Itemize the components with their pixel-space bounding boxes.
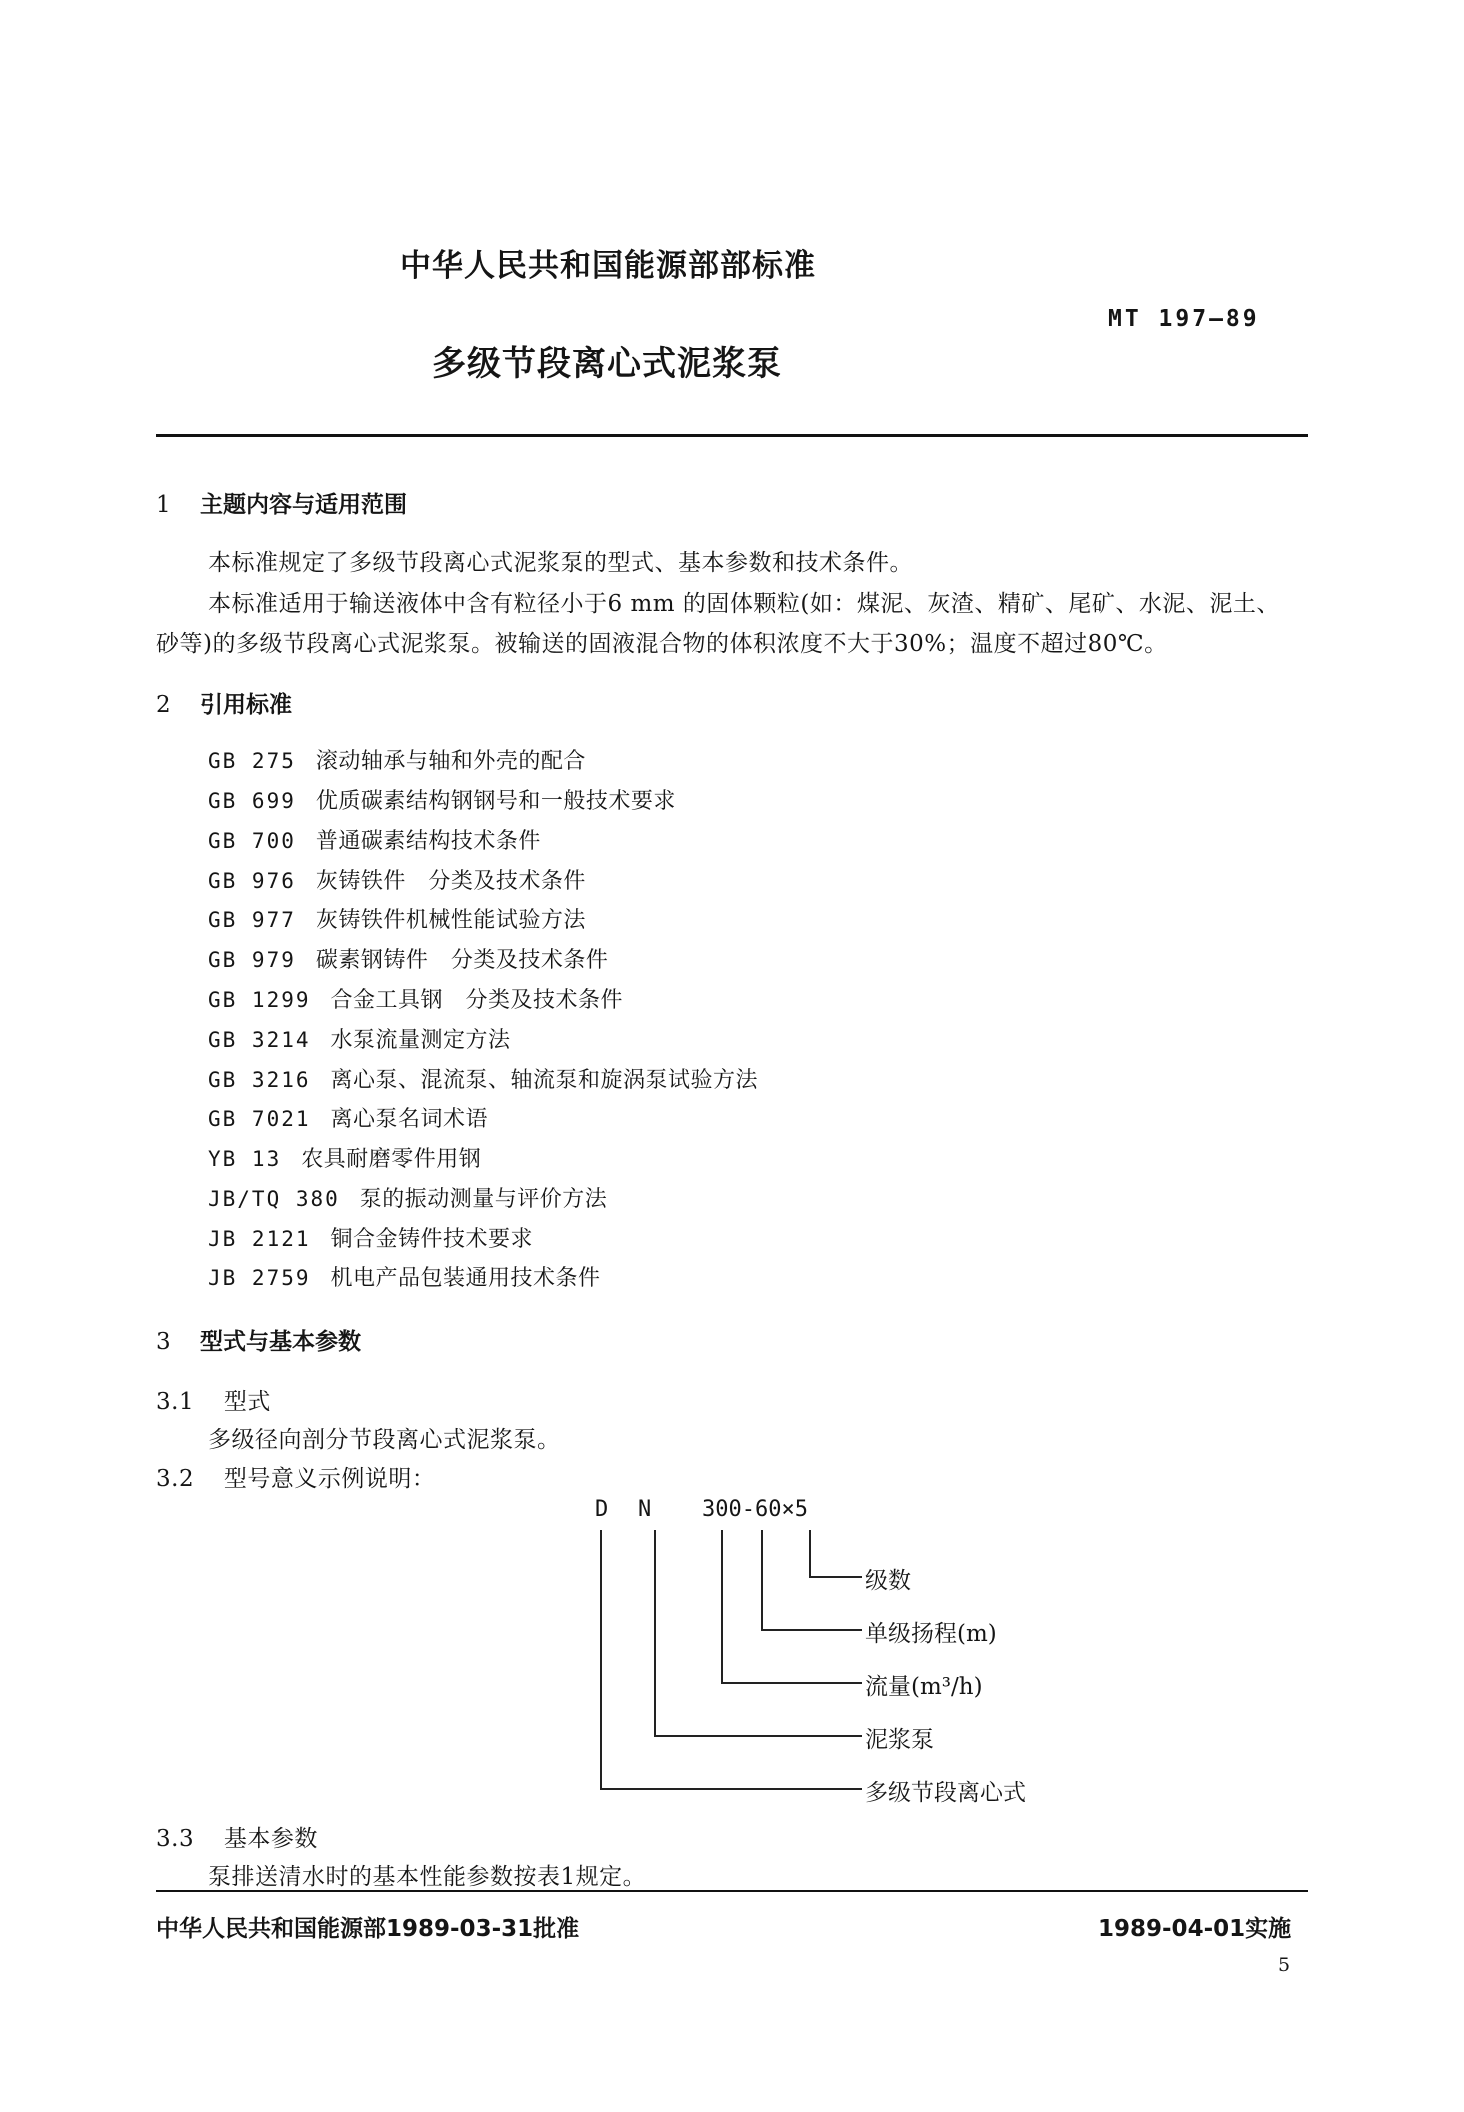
reference-code: GB 7021: [208, 1107, 311, 1131]
reference-title: 农具耐磨零件用钢: [301, 1147, 482, 1172]
label-single-stage-head: 单级扬程(m): [865, 1621, 997, 1647]
reference-title: 离心泵、混流泵、轴流泵和旋涡泵试验方法: [330, 1068, 759, 1093]
reference-title: 灰铸铁件 分类及技术条件: [315, 869, 586, 894]
reference-code: GB 976: [208, 869, 296, 893]
reference-title: 铜合金铸件技术要求: [330, 1227, 534, 1252]
connector-stages: [810, 1530, 862, 1577]
reference-code: GB 700: [208, 829, 296, 853]
effective-date: 1989-04-01实施: [1098, 1916, 1292, 1942]
section-2-title: 引用标准: [199, 692, 292, 718]
reference-code: YB 13: [208, 1147, 282, 1171]
subsection-3-3-text: 泵排送清水时的基本性能参数按表1规定。: [208, 1864, 647, 1890]
label-slurry-pump: 泥浆泵: [865, 1727, 934, 1753]
reference-code: GB 1299: [208, 988, 311, 1012]
subsection-3-1-title: 型式: [223, 1389, 271, 1415]
subsection-3-1-number: 3.1: [156, 1389, 195, 1415]
model-letter-d: D: [595, 1497, 609, 1522]
reference-code: GB 979: [208, 948, 296, 972]
section-1-number: 1: [156, 492, 171, 518]
subsection-3-3-title: 基本参数: [223, 1826, 318, 1852]
reference-title: 泵的振动测量与评价方法: [359, 1187, 608, 1212]
section-1-paragraph-2-line-2: 砂等)的多级节段离心式泥浆泵。被输送的固液混合物的体积浓度不大于30%；温度不超过80℃。: [156, 631, 1168, 657]
section-1-paragraph-2-line-1: 本标准适用于输送液体中含有粒径小于6 mm 的固体颗粒(如：煤泥、灰渣、精矿、尾矿、水泥、泥土、: [208, 591, 1280, 617]
reference-title: 滚动轴承与轴和外壳的配合: [315, 749, 586, 774]
section-2-number: 2: [156, 692, 171, 718]
footer-rule: [156, 1890, 1308, 1892]
connector-slurry: [655, 1530, 862, 1736]
reference-title: 普通碳素结构技术条件: [315, 829, 541, 854]
standard-code: MT 197—89: [1108, 306, 1260, 332]
subsection-3-2-number: 3.2: [156, 1466, 195, 1492]
reference-code: GB 699: [208, 789, 296, 813]
subsection-3-3-heading: [156, 1820, 318, 1853]
model-letter-n: N: [638, 1497, 652, 1522]
connector-flow: [722, 1530, 862, 1683]
label-multistage-segmental-centrifugal: 多级节段离心式: [865, 1780, 1026, 1806]
reference-code: GB 275: [208, 749, 296, 773]
subsection-3-3-number: 3.3: [156, 1826, 195, 1852]
reference-title: 碳素钢铸件 分类及技术条件: [315, 948, 609, 973]
reference-title: 离心泵名词术语: [330, 1107, 489, 1132]
reference-code: GB 977: [208, 908, 296, 932]
connector-multistage: [601, 1530, 862, 1789]
reference-code: JB 2759: [208, 1266, 311, 1290]
section-1-paragraph-1: 本标准规定了多级节段离心式泥浆泵的型式、基本参数和技术条件。: [208, 550, 913, 576]
reference-title: 机电产品包装通用技术条件: [330, 1266, 601, 1291]
approval-line: 中华人民共和国能源部1989-03-31批准: [156, 1916, 580, 1942]
reference-code: JB 2121: [208, 1227, 311, 1251]
subsection-3-2-title: 型号意义示例说明：: [223, 1466, 436, 1492]
reference-title: 合金工具钢 分类及技术条件: [330, 988, 624, 1013]
section-3-title: 型式与基本参数: [199, 1329, 361, 1355]
reference-title: 水泵流量测定方法: [330, 1028, 511, 1053]
reference-title: 优质碳素结构钢钢号和一般技术要求: [315, 789, 676, 814]
reference-code: GB 3216: [208, 1068, 311, 1092]
issuing-authority-title: 中华人民共和国能源部部标准: [400, 248, 816, 284]
subsection-3-1-text: 多级径向剖分节段离心式泥浆泵。: [208, 1427, 561, 1453]
document-title: 多级节段离心式泥浆泵: [432, 344, 782, 384]
connector-head: [762, 1530, 862, 1630]
reference-code: GB 3214: [208, 1028, 311, 1052]
section-1-title: 主题内容与适用范围: [199, 492, 407, 518]
page-number: 5: [1278, 1954, 1291, 1976]
label-flow-rate: 流量(m³/h): [865, 1674, 983, 1700]
model-numbers: 300-60×5: [702, 1497, 808, 1522]
section-3-number: 3: [156, 1329, 171, 1355]
reference-title: 灰铸铁件机械性能试验方法: [315, 908, 586, 933]
reference-code: JB/TQ 380: [208, 1187, 340, 1211]
label-stages: 级数: [865, 1568, 911, 1594]
